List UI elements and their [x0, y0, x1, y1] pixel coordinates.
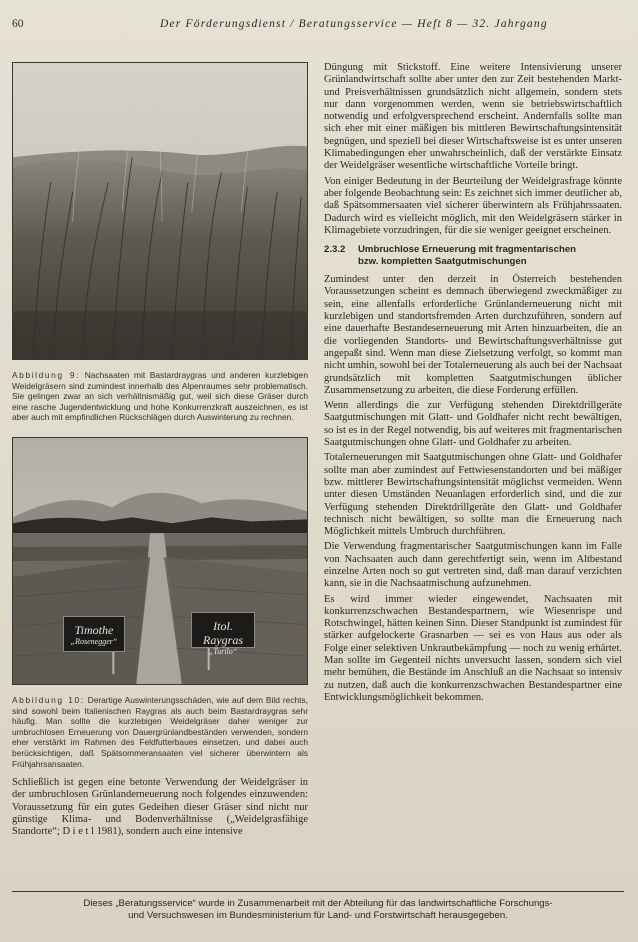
paragraph-totalerneuerung: Totalerneuerungen mit Saatgutmischungen ohne Glatt- und Goldhafer sollte man aber zumindest auf Fettwiesenstandorten und bei mäßiger bzw. mittlerer Bewirtschaftungsintensität möglichst vermeiden. Wenn unter diesen Umständen Neuanlagen erforderlich sind, und die zur Verfügung stehenden Direktdrillgeräte den Glatt- und Goldhafer technisch nicht bewältigen, so sollte man die Erneuerung nach Möglichkeit mittels Umbruch durchführen. — [324, 452, 622, 538]
figure-10-label: Abbildung 10: — [12, 694, 85, 705]
figure-10-caption — [12, 695, 308, 769]
figure-9-caption — [12, 370, 308, 423]
photo-grass-nachsaat — [12, 62, 308, 360]
plot-sign-timothe — [63, 616, 125, 652]
sign-timothe-line2: „Rosenegger“ — [70, 636, 118, 646]
figure-9-text: Nachsaaten mit Bastardraygras und anderen kurzlebigen Weidelgräsern sind zumindest innerhalb des Alpenraumes sehr problematisch. Sie gelingen zwar an sich verhältnismäßig gut, weil sich diese Gräser durch eine rasche Jugendentwicklung und hohe Konkurrenzkraft auszeichnen, es ist aber auch mit empfindlichen Rückschlägen durch Auswinterung zu rechnen. — [12, 370, 308, 423]
sign-raygras-line1: Itol. Raygras — [203, 618, 243, 647]
right-body-text-section — [324, 274, 622, 704]
field-plots-illustration — [13, 438, 307, 684]
right-column — [324, 62, 622, 707]
plot-sign-raygras — [191, 612, 255, 656]
footer-line-2: und Versuchswesen im Bundesministerium für Land- und Forstwirtschaft herausgegeben. — [128, 910, 508, 921]
photo-trial-plots — [12, 437, 308, 685]
paragraph-zumindest: Zumindest unter den derzeit in Österreich bestehenden Voraussetzungen scheint es demnach überwiegend zweckmäßiger zu sein, eine allenfalls erforderliche Grünlanderneuerung nicht mit kurzlebigen und standortsfremden Arten durchzuführen, sondern auf eine dauerhafte Bestandeserneuerung mit Arten hinzuarbeiten, die an die vorliegenden Standorts- und Bewirtschaftungsverhältnisse gut angepaßt sind. Wenn man diese Zielsetzung verfolgt, so kommt man nicht umhin, sowohl bei der Totalerneuerung als auch bei der Nachsaat grundsätzlich mit kompletten Saatgutmischungen üblicher Zusammensetzung zu arbeiten, die diese Forderung erfüllen. — [324, 274, 622, 396]
sign-raygras-line2: „Turilo“ — [208, 646, 238, 656]
left-body-text — [12, 777, 308, 838]
page-footer — [12, 898, 624, 922]
paragraph-duengung: Düngung mit Stickstoff. Eine weitere Intensivierung unserer Grünlandwirtschaft sollte aber unter den zur Zeit bestehenden Markt- und Preisverhältnissen grundsätzlich nicht allgemein, sondern stets nur dann vorgenommen werden, wenn sie betriebswirtschaftlich notwendig und erfolgversprechend erscheint. Andernfalls sollte man sich eher mit einer mäßigen bis mittleren Bewirtschaftungsintensität begnügen, und speziell bei dieser Wirtschaftsweise ist es unter unseren Klimabedingungen eher unwahrscheinlich, daß der verstärkte Einsatz der Weidelgräser wesentliche wirtschaftliche Vorteile bringt. — [324, 62, 622, 172]
section-title-line1: Umbruchlose Erneuerung mit fragmentarischen — [358, 244, 577, 256]
sign-timothe-line1: Timothe — [74, 622, 114, 637]
page-header — [12, 18, 624, 34]
section-heading-2-3-2 — [324, 244, 622, 267]
paragraph-nachsaaten: Es wird immer wieder eingewendet, Nachsaaten mit konkurrenzschwachen Bestandespartnern, wie Wiesenrispe und Rotschwingel, hätten keinen Sinn. Dieser Standpunkt ist zumindest für stärker aufgelockerte Grasnarben — sei es von Haus aus oder als Folge einer selektiven Unkrautbekämpfung — noch zu wenig erhärtet. Man sollte im Gegenteil nichts unversucht lassen, sondern sich viel mehr bemühen, die Bestände im Anschluß an die Nachsaat so intensiv zu nutzen, daß auch die konkurrenzschwachen Bestandespartner eine Entwicklungsmöglichkeit bekommen. — [324, 593, 622, 703]
footer-line-1: Dieses „Beratungsservice“ wurde in Zusammenarbeit mit der Abteilung für das landwirtschaftliche Forschungs- — [83, 898, 553, 909]
right-body-text-top — [324, 62, 622, 237]
grass-illustration — [13, 63, 307, 359]
paragraph-beobachtung: Von einiger Bedeutung in der Beurteilung der Weidelgrasfrage könnte aber folgende Beobachtung sein: Es zeichnet sich immer deutlicher ab, daß Spätsommersaaten viel sicherer überwintern als Frühjahrssaaten. Dadurch wird es vielleicht möglich, mit den Weidelgräsern stärker in Klimagebiete vorzudringen, für die sie weniger geeignet erscheinen. — [324, 175, 622, 236]
section-title-line2: bzw. kompletten Saatgutmischungen — [358, 255, 527, 267]
page-number: 60 — [12, 18, 24, 30]
figure-10-text: Derartige Auswinterungsschäden, wie auf dem Bild rechts, sind sowohl beim Italienischen Raygras als auch beim Bastardraygras sehr häufig. Man sollte die kurzlebigen Weidelgräser daher weniger zur umbruchlosen Erneuerung von Dauergrünlandbeständen verwenden, sondern eher verstärkt im Rahmen des Feldfutterbaues einsetzen, und dabei auch berücksichtigen, daß Spätsommeransaaten viel sicherer überwintern als Frühjahrsansaaten. — [12, 694, 309, 769]
footer-divider — [12, 891, 624, 892]
paragraph-direktdrill: Wenn allerdings die zur Verfügung stehenden Direktdrillgeräte Saatgutmischungen mit Glatt- und Goldhafer nicht recht bewältigen, so ist es in der Regel notwendig, bis auf weiteres mit fragmentarischen Saatgutmischungen ohne Glatt- und Goldhafer zu arbeiten. — [324, 400, 622, 449]
figure-9-label: Abbildung 9: — [12, 370, 81, 380]
left-column — [12, 62, 308, 842]
paragraph-weidelgraeser: Schließlich ist gegen eine betonte Verwendung der Weidelgräser in der umbruchlosen Grünlanderneuerung noch folgendes einzuwenden: Voraussetzung für ein gutes Gedeihen dieser Gräser sind nicht nur günstige Klima- und Bodenverhältnisse („Weidelgrasfähige Standorte“; D i e t l 1981), sondern auch eine intensive — [12, 777, 308, 838]
section-number: 2.3.2 — [324, 244, 346, 256]
paragraph-fragmentarisch: Die Verwendung fragmentarischer Saatgutmischungen kann im Falle von Nachsaaten auch dann gerechtfertigt sein, wenn im Altbestand einzelne Arten noch so gut vertreten sind, daß man darauf verzichten kann, sie in die Nachsaatmischung aufzunehmen. — [324, 541, 622, 590]
running-head: Der Förderungsdienst / Beratungsservice — Heft 8 — 32. Jahrgang — [160, 18, 548, 30]
